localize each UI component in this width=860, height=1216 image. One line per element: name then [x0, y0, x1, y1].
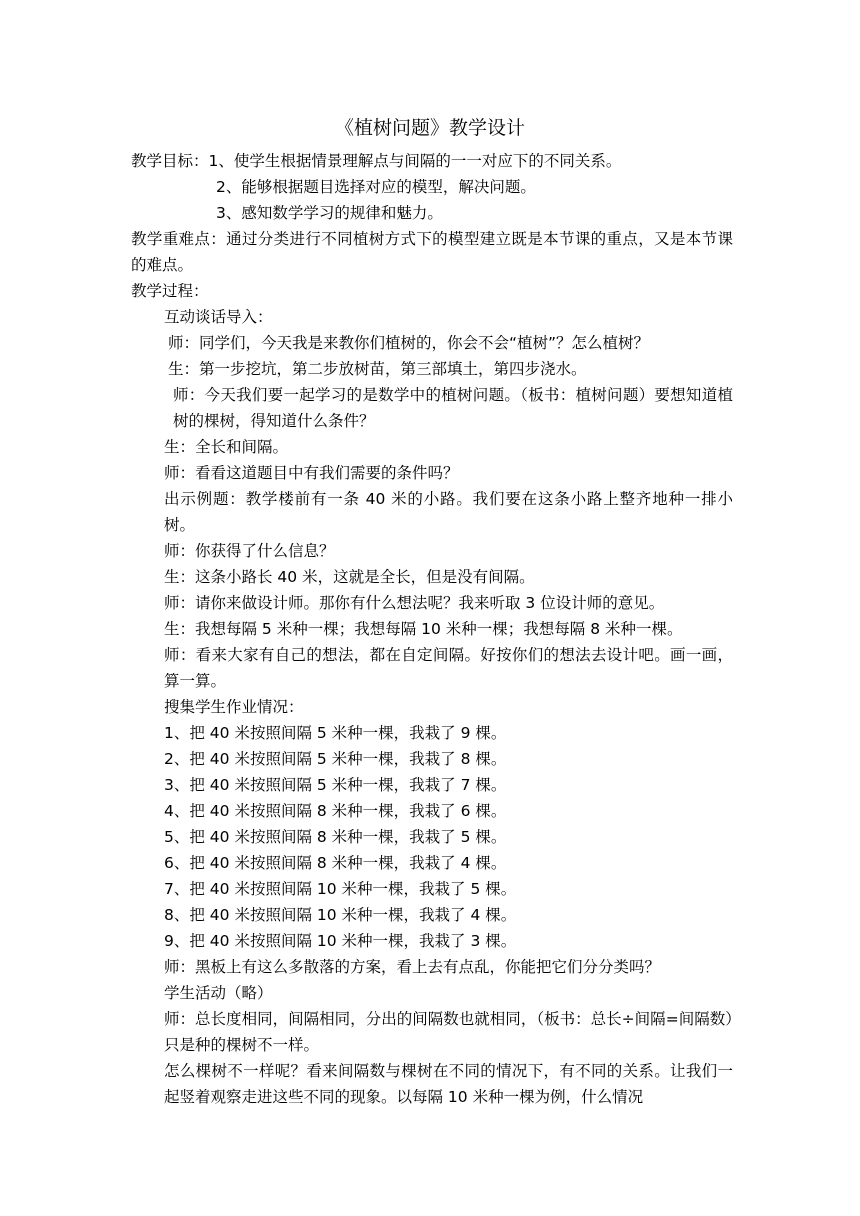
paragraph-student-activity: 学生活动（略）	[164, 984, 273, 1002]
paragraph-goal-1: 教学目标：1、使学生根据情景理解点与间隔的一一对应下的不同关系。	[131, 152, 622, 170]
document-title: 《植树问题》教学设计	[334, 117, 525, 139]
paragraph-example: 出示例题：教学楼前有一条 40 米的小路。我们要在这条小路上整齐地种一排小树。	[164, 490, 733, 534]
paragraph-collect-heading: 搜集学生作业情况：	[164, 698, 304, 716]
list-item: 3、把 40 米按照间隔 5 米种一棵，我栽了 7 棵。	[164, 776, 507, 794]
paragraph-teacher-3: 师：看看这道题目中有我们需要的条件吗？	[164, 464, 459, 482]
paragraph-student-2: 生：全长和间隔。	[164, 438, 289, 456]
paragraph-teacher-7: 师：黑板上有这么多散落的方案，看上去有点乱，你能把它们分分类吗？	[164, 958, 661, 976]
document-body	[131, 148, 733, 1110]
paragraph-teacher-5: 师：请你来做设计师。那你有什么想法呢？我来听取 3 位设计师的意见。	[164, 594, 665, 612]
paragraph-teacher-1: 师：同学们，今天我是来教你们植树的，你会不会“植树”？怎么植树？	[168, 334, 650, 352]
list-item: 9、把 40 米按照间隔 10 米种一棵，我栽了 3 棵。	[164, 932, 517, 950]
paragraph-student-4: 生：我想每隔 5 米种一棵；我想每隔 10 米种一棵；我想每隔 8 米种一棵。	[164, 620, 683, 638]
list-item: 2、把 40 米按照间隔 5 米种一棵，我栽了 8 棵。	[164, 750, 507, 768]
paragraph-intro-heading: 互动谈话导入：	[164, 308, 273, 326]
list-item: 6、把 40 米按照间隔 8 米种一棵，我栽了 4 棵。	[164, 854, 507, 872]
paragraph-process-heading: 教学过程：	[131, 282, 209, 300]
paragraph-teacher-2: 师：今天我们要一起学习的是数学中的植树问题。（板书：植树问题）要想知道植树的棵树，得知道什么条件？	[173, 386, 733, 430]
paragraph-teacher-4: 师：你获得了什么信息？	[164, 542, 335, 560]
paragraph-teacher-6: 师：看来大家有自己的想法，都在自定间隔。好按你们的想法去设计吧。画一画，算一算。	[164, 646, 733, 690]
list-item: 7、把 40 米按照间隔 10 米种一棵，我栽了 5 棵。	[164, 880, 517, 898]
paragraph-student-3: 生：这条小路长 40 米，这就是全长，但是没有间隔。	[164, 568, 535, 586]
paragraph-teacher-8: 师：总长度相同，间隔相同，分出的间隔数也就相同，（板书：总长÷间隔=间隔数）只是种的棵树不一样。	[164, 1010, 733, 1054]
list-item: 1、把 40 米按照间隔 5 米种一棵，我栽了 9 棵。	[164, 724, 507, 742]
list-item: 4、把 40 米按照间隔 8 米种一棵，我栽了 6 棵。	[164, 802, 507, 820]
list-item: 5、把 40 米按照间隔 8 米种一棵，我栽了 5 棵。	[164, 828, 507, 846]
paragraph-goal-3: 3、感知数学学习的规律和魅力。	[216, 204, 443, 222]
paragraph-student-1: 生：第一步挖坑，第二步放树苗，第三部填土，第四步浇水。	[168, 360, 587, 378]
paragraph-key-points: 教学重难点：通过分类进行不同植树方式下的模型建立既是本节课的重点，又是本节课的难点。	[131, 230, 733, 274]
paragraph-goal-2: 2、能够根据题目选择对应的模型，解决问题。	[216, 178, 536, 196]
paragraph-observation: 怎么棵树不一样呢？看来间隔数与棵树在不同的情况下，有不同的关系。让我们一起竖着观察走进这些不同的现象。以每隔 10 米种一棵为例，什么情况	[164, 1062, 733, 1106]
list-item: 8、把 40 米按照间隔 10 米种一棵，我栽了 4 棵。	[164, 906, 517, 924]
